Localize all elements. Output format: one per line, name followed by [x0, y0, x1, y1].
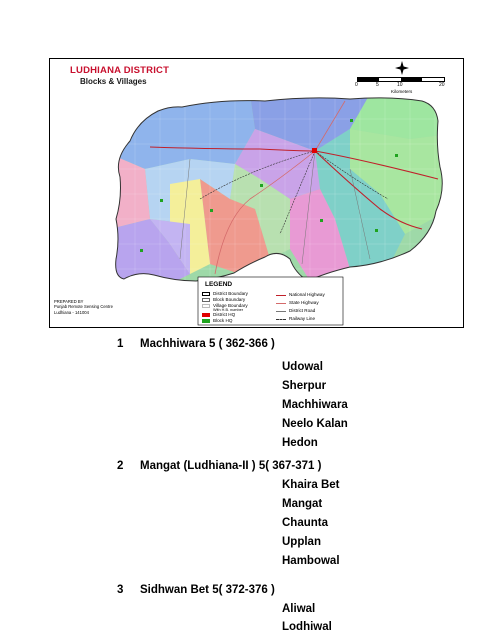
legend-swatch — [202, 319, 210, 323]
legend-label: Block Boundary — [213, 297, 246, 302]
scale-bar — [355, 77, 445, 99]
legend-label: Village Boundary — [213, 303, 248, 308]
legend-swatch — [202, 298, 210, 302]
legend-label: Block HQ — [213, 318, 233, 323]
prepared-by-line: Punjab Remote Sensing Centre — [54, 304, 113, 310]
legend-line — [276, 311, 286, 312]
district-hq-marker — [312, 148, 317, 153]
village-name: Chaunta — [282, 517, 328, 529]
block-hq-marker — [210, 209, 213, 212]
block-region — [110, 94, 255, 169]
village-name: Lodhiwal — [282, 621, 332, 633]
block-number: 2 — [117, 460, 124, 472]
village-name: Neelo Kalan — [282, 418, 348, 430]
legend-swatch — [202, 304, 210, 308]
block-hq-marker — [395, 154, 398, 157]
village-name: Upplan — [282, 536, 321, 548]
legend-label: National Highway — [289, 292, 325, 297]
legend-label: State Highway — [289, 300, 319, 305]
block-heading — [117, 584, 275, 596]
legend-label: With H.B. number — [213, 308, 243, 312]
scale-unit: Kilometers — [391, 89, 413, 94]
block-hq-marker — [160, 199, 163, 202]
scale-tick: 10 — [397, 82, 403, 88]
prepared-by-line: PREPARED BY — [54, 299, 84, 304]
legend-label: District HQ — [213, 312, 236, 317]
block-number: 3 — [117, 584, 124, 596]
legend-swatch — [202, 292, 210, 296]
prepared-by-credit — [54, 299, 113, 315]
legend-line — [276, 303, 286, 304]
map-subtitle: Blocks & Villages — [80, 77, 147, 86]
village-name: Udowal — [282, 361, 323, 373]
legend-label: Railway Line — [289, 316, 316, 321]
map-drawing — [50, 59, 463, 327]
block-name: Machhiwara 5 ( 362-366 ) — [140, 338, 275, 350]
legend-line — [276, 319, 286, 320]
legend-line — [276, 295, 286, 296]
village-name: Khaira Bet — [282, 479, 340, 491]
legend-label: District Road — [289, 308, 316, 313]
village-name: Sherpur — [282, 380, 327, 392]
block-name: Mangat (Ludhiana-II ) 5( 367-371 ) — [140, 460, 322, 472]
block-hq-marker — [375, 229, 378, 232]
legend-label: District Boundary — [213, 291, 248, 296]
legend-title: LEGEND — [205, 281, 233, 288]
scale-tick: 20 — [439, 82, 445, 88]
village-name: Hambowal — [282, 555, 340, 567]
block-hq-marker — [350, 119, 353, 122]
block-heading — [117, 338, 275, 350]
legend-swatch — [202, 313, 210, 317]
scale-tick: 5 — [376, 82, 379, 88]
village-name: Mangat — [282, 498, 323, 510]
block-number: 1 — [117, 338, 124, 350]
village-name: Aliwal — [282, 603, 316, 615]
block-heading — [117, 460, 321, 472]
block-hq-marker — [320, 219, 323, 222]
district-map — [49, 58, 464, 328]
north-arrow-icon — [395, 61, 409, 75]
block-hq-marker — [140, 249, 143, 252]
scale-tick: 0 — [355, 82, 358, 88]
map-title: LUDHIANA DISTRICT — [70, 65, 170, 76]
prepared-by-line: Ludhiana - 141004 — [54, 309, 89, 315]
village-name: Hedon — [282, 437, 318, 449]
block-hq-marker — [260, 184, 263, 187]
block-name: Sidhwan Bet 5( 372-376 ) — [140, 584, 275, 596]
village-name: Machhiwara — [282, 399, 348, 411]
